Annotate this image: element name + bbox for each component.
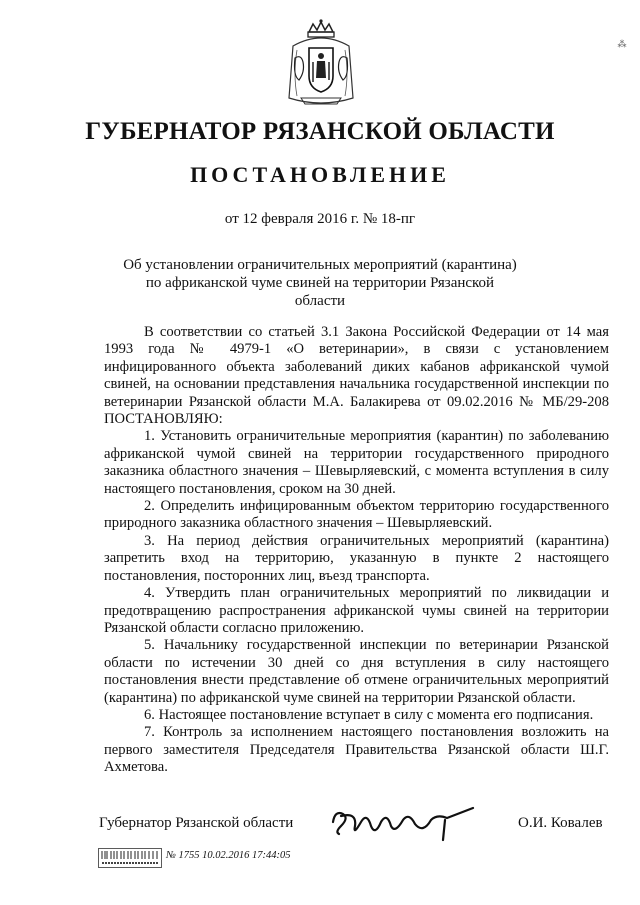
registration-number: № 1755 10.02.2016 17:44:05 <box>166 850 291 861</box>
document-type: ПОСТАНОВЛЕНИЕ <box>190 162 450 187</box>
document-subject: Об установлении ограничительных мероприятий (карантина) по африканской чуме свиней на территории Рязанской области <box>123 257 517 309</box>
clause-7: 7. Контроль за исполнением настоящего постановления возложить на первого заместителя Председателя Правительства Рязанской области Ш.Г. Ахметова. <box>104 724 609 776</box>
signature-block <box>99 812 609 852</box>
document-date-number: от 12 февраля 2016 г. № 18-пг <box>224 211 416 227</box>
clause-6: 6. Настоящее постановление вступает в силу с момента его подписания. <box>144 706 594 723</box>
coat-of-arms-icon <box>283 18 359 110</box>
clause-1: 1. Установить ограничительные мероприятия (карантин) по заболеванию африканской чумой свиней на территории государственного природного заказника областного значения – Шевырляевский, с момента вступления в силу настоящего постановления, сроком на 30 дней. <box>104 428 609 497</box>
document-body <box>104 324 609 777</box>
margin-mark: ⁂ <box>618 40 628 50</box>
signatory-title: Губернатор Рязанской области <box>99 815 294 831</box>
organization-title: ГУБЕРНАТОР РЯЗАНСКОЙ ОБЛАСТИ <box>85 118 555 145</box>
clause-3: 3. На период действия ограничительных мероприятий (карантина) запретить вход на территорию, указанную в пункте 2 настоящего постановления, посторонних лиц, въезд транспорта. <box>104 532 609 584</box>
signatory-name: О.И. Ковалев <box>518 815 603 831</box>
registration-footer <box>98 848 358 872</box>
handwritten-signature <box>327 804 477 844</box>
clause-5: 5. Начальнику государственной инспекции по ветеринарии Рязанской области по истечении 30 дней со дня вступления в силу настоящего постановления внести представление об отмене ограничительных мероприятий (карантина) по африканской чуме свиней на территории Рязанской области. <box>104 637 609 706</box>
clause-2: 2. Определить инфицированным объектом территорию государственного природного заказника областного значения – Шевырляевский. <box>104 498 609 532</box>
preamble-paragraph: В соответствии со статьей 3.1 Закона Российской Федерации от 14 мая 1993 года № 4979-1 «О ветеринарии», в связи с установлением инфицированного объекта заболеваний диких кабанов африканской чумой свиней, на основании представления начальника государственной инспекции по ветеринарии Рязанской области М.А. Балакирева от 09.02.2016 № МБ/29-208 ПОСТАНОВЛЯЮ: <box>104 324 609 428</box>
clause-4: 4. Утвердить план ограничительных мероприятий по ликвидации и предотвращению распространения африканской чумы свиней на территории Рязанской области согласно приложению. <box>104 585 609 636</box>
barcode-stamp-icon <box>98 848 162 868</box>
